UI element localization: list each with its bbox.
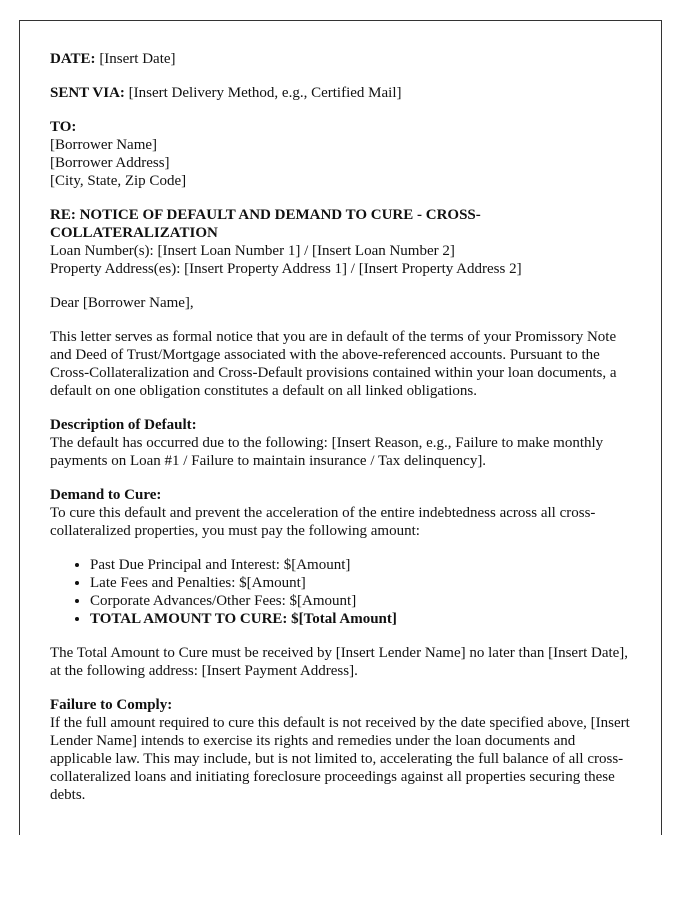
- description-section: [50, 416, 634, 470]
- failure-heading: Failure to Comply:: [50, 697, 173, 713]
- date-label: DATE:: [50, 51, 96, 67]
- date-value: [Insert Date]: [99, 51, 176, 67]
- demand-text: To cure this default and prevent the acceleration of the entire indebtedness across all cross-collateralized properties, you must pay the following amount:: [50, 505, 596, 539]
- loan-numbers: Loan Number(s): [Insert Loan Number 1] / [Insert Loan Number 2]: [50, 243, 455, 259]
- property-addresses: Property Address(es): [Insert Property Address 1] / [Insert Property Address 2]: [50, 261, 522, 277]
- date-line: [50, 50, 634, 68]
- failure-text: If the full amount required to cure this default is not received by the date specified above, [Insert Lender Name] intends to exercise its rights and remedies under the loan documents and applicable law. This may include, but is not limited to, accelerating the full balance of all cross-collateralized loans and initiating foreclosure proceedings against all properties securing these debts.: [50, 715, 630, 803]
- re-block: [50, 206, 634, 278]
- borrower-address: [Borrower Address]: [50, 155, 170, 171]
- demand-section: [50, 486, 634, 540]
- amount-list: [50, 556, 661, 628]
- list-item: • Past Due Principal and Interest: $[Amount]: [90, 556, 661, 574]
- recipient-block: [50, 118, 634, 190]
- list-item: • Corporate Advances/Other Fees: $[Amount]: [90, 592, 661, 610]
- sent-via-value: [Insert Delivery Method, e.g., Certified Mail]: [128, 85, 402, 101]
- sent-via-line: [50, 84, 634, 102]
- list-item: • Late Fees and Penalties: $[Amount]: [90, 574, 661, 592]
- salutation: Dear [Borrower Name],: [50, 295, 194, 311]
- description-heading: Description of Default:: [50, 417, 197, 433]
- borrower-name: [Borrower Name]: [50, 137, 158, 153]
- deadline-paragraph: The Total Amount to Cure must be received by [Insert Lender Name] no later than [Insert Date], at the following address: [Insert Payment Address].: [50, 645, 629, 679]
- description-text: The default has occurred due to the following: [Insert Reason, e.g., Failure to make monthly payments on Loan #1 / Failure to maintain insurance / Tax delinquency].: [50, 435, 604, 469]
- intro-paragraph: This letter serves as formal notice that you are in default of the terms of your Promissory Note and Deed of Trust/Mortgage associated with the above-referenced accounts. Pursuant to the Cross-Collateralization and Cross-Default provisions contained within your loan documents, a default on one obligation constitutes a default on all linked obligations.: [50, 329, 617, 399]
- re-title: RE: NOTICE OF DEFAULT AND DEMAND TO CURE - CROSS-COLLATERALIZATION: [50, 207, 481, 241]
- sent-via-label: SENT VIA:: [50, 85, 125, 101]
- demand-heading: Demand to Cure:: [50, 487, 162, 503]
- to-label: TO:: [50, 119, 77, 135]
- total-amount: TOTAL AMOUNT TO CURE: $[Total Amount]: [90, 611, 397, 627]
- total-item: [90, 610, 661, 628]
- letter-page: [19, 20, 662, 835]
- borrower-city: [City, State, Zip Code]: [50, 173, 187, 189]
- failure-section: [50, 696, 634, 804]
